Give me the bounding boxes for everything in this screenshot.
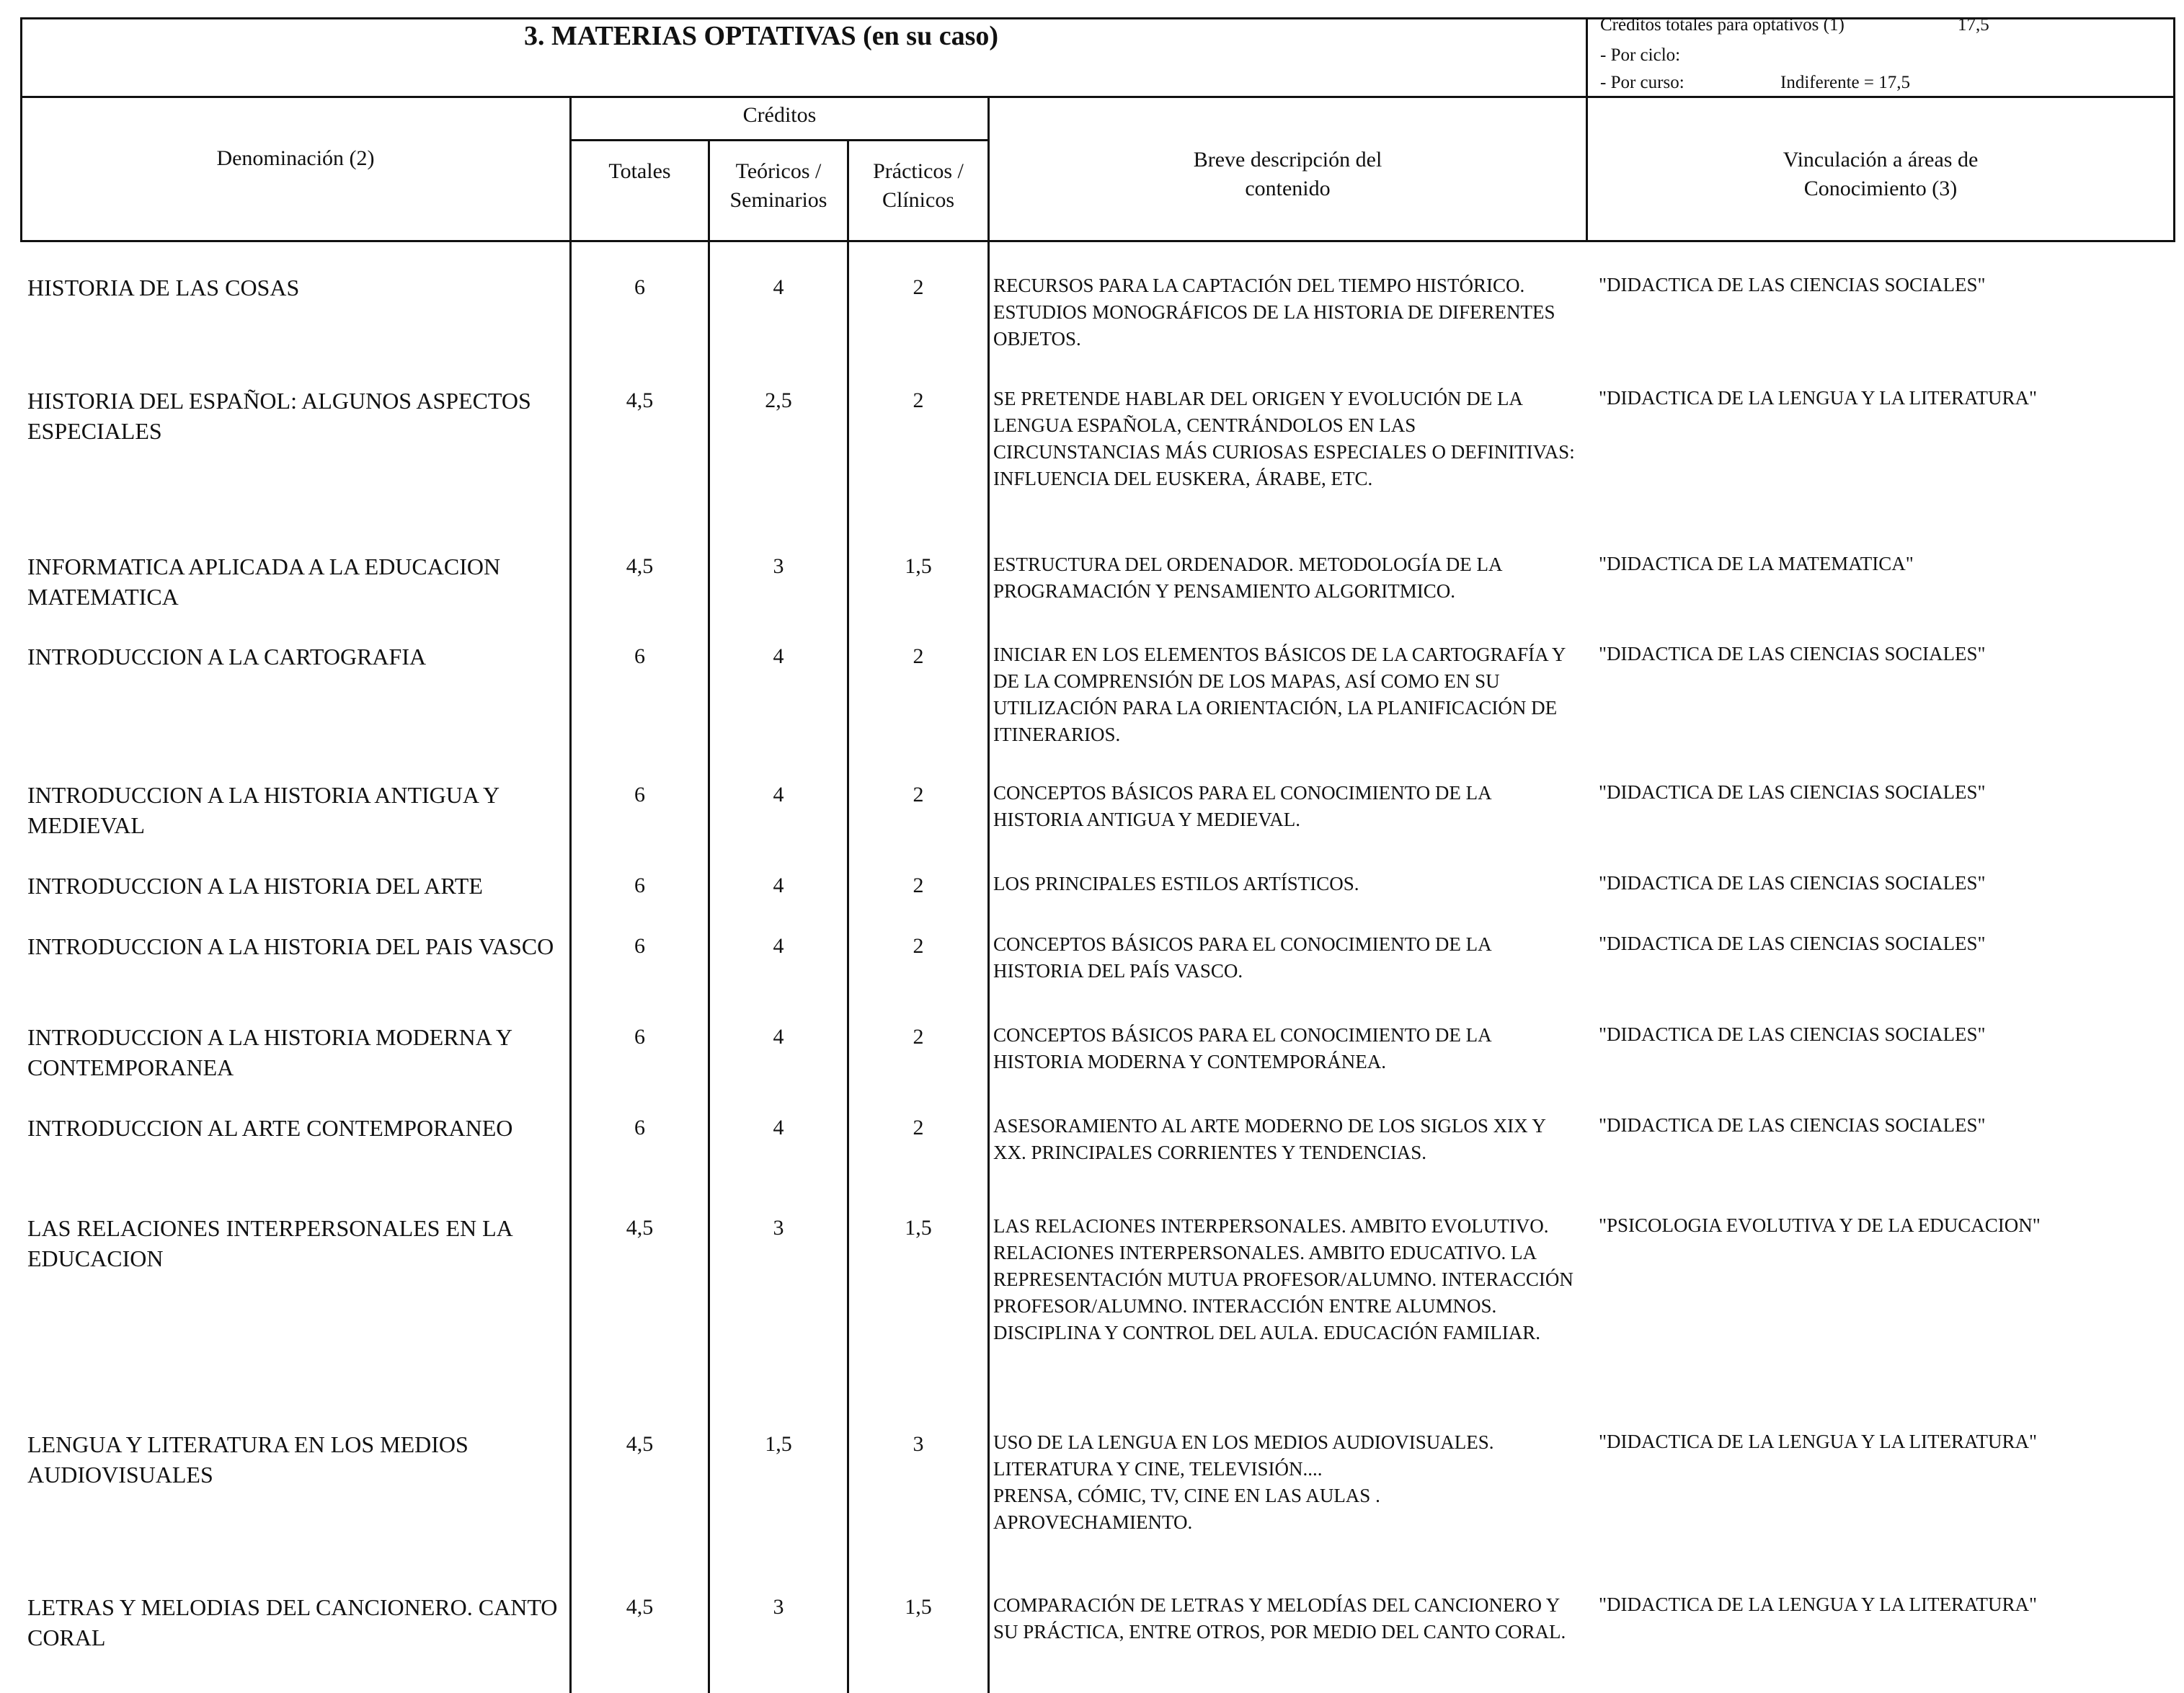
credits-teoricos: 4 <box>773 1025 784 1049</box>
credits-practicos: 2 <box>913 934 924 958</box>
rule-left <box>20 17 22 242</box>
header-denominacion: Denominación (2) <box>216 146 375 170</box>
knowledge-area: "DIDACTICA DE LA LENGUA Y LA LITERATURA" <box>1599 387 2038 409</box>
credits-teoricos: 4 <box>773 644 784 668</box>
per-course-value: Indiferente = 17,5 <box>1780 73 1911 92</box>
knowledge-area: "DIDACTICA DE LA LENGUA Y LA LITERATURA" <box>1599 1431 2038 1452</box>
course-description: LAS RELACIONES INTERPERSONALES. AMBITO EVOLUTIVO. RELACIONES INTERPERSONALES. AMBITO EDUCATIVO. LA REPRESENTACIÓN MUTUA PROFESOR/ALUMNO. INTERACCIÓN PROFESOR/ALUMNO. INTERACCIÓN ENTRE ALUMNOS. DISCIPLINA Y CONTROL DEL AULA. EDUCACIÓN FAMILIAR. <box>993 1215 1573 1343</box>
credits-teoricos: 3 <box>773 1595 784 1619</box>
credits-practicos: 2 <box>913 1116 924 1139</box>
credits-teoricos: 4 <box>773 275 784 299</box>
credits-teoricos: 4 <box>773 783 784 806</box>
credits-totales: 4,5 <box>626 1216 654 1240</box>
course-description: ASESORAMIENTO AL ARTE MODERNO DE LOS SIGLOS XIX Y XX. PRINCIPALES CORRIENTES Y TENDENCIAS. <box>993 1115 1545 1163</box>
rule-right <box>2173 17 2175 242</box>
header-creditos: Créditos <box>742 103 817 127</box>
per-course-label: - Por curso: <box>1600 73 1684 92</box>
header-descripcion: Breve descripción del contenido <box>1193 148 1382 200</box>
credits-total-label: Créditos totales para optativos (1) <box>1600 15 1845 35</box>
credits-totales: 6 <box>634 1025 645 1049</box>
course-name: LETRAS Y MELODIAS DEL CANCIONERO. CANTO CORAL <box>27 1594 558 1650</box>
credits-teoricos: 3 <box>773 1216 784 1240</box>
credits-practicos: 1,5 <box>905 1216 932 1240</box>
knowledge-area: "DIDACTICA DE LAS CIENCIAS SOCIALES" <box>1599 933 1986 954</box>
credits-teoricos: 3 <box>773 554 784 578</box>
course-name: INTRODUCCION AL ARTE CONTEMPORANEO <box>27 1115 513 1141</box>
header-vinculacion: Vinculación a áreas de Conocimiento (3) <box>1783 148 1979 200</box>
rule-header-bottom <box>20 240 2175 242</box>
rule-top <box>20 17 2175 19</box>
rule-title-bottom <box>20 96 2175 98</box>
course-name: INTRODUCCION A LA HISTORIA ANTIGUA Y MEDIEVAL <box>27 782 499 838</box>
credits-totales: 6 <box>634 644 645 668</box>
course-name: LENGUA Y LITERATURA EN LOS MEDIOS AUDIOVISUALES <box>27 1431 469 1488</box>
credits-practicos: 2 <box>913 874 924 897</box>
knowledge-area: "DIDACTICA DE LAS CIENCIAS SOCIALES" <box>1599 643 1986 665</box>
credits-teoricos: 4 <box>773 1116 784 1139</box>
credits-totales: 4,5 <box>626 1432 654 1456</box>
header-teoricos: Teóricos / Seminarios <box>729 159 827 212</box>
course-description: LOS PRINCIPALES ESTILOS ARTÍSTICOS. <box>993 873 1359 894</box>
rule-creditos-sub <box>569 139 990 141</box>
course-description: CONCEPTOS BÁSICOS PARA EL CONOCIMIENTO DE LA HISTORIA ANTIGUA Y MEDIEVAL. <box>993 782 1491 830</box>
knowledge-area: "DIDACTICA DE LAS CIENCIAS SOCIALES" <box>1599 1114 1986 1136</box>
course-name: INTRODUCCION A LA HISTORIA DEL PAIS VASCO <box>27 933 554 959</box>
credits-teoricos: 4 <box>773 934 784 958</box>
credits-teoricos: 2,5 <box>765 388 792 412</box>
knowledge-area: "DIDACTICA DE LAS CIENCIAS SOCIALES" <box>1599 1023 1986 1045</box>
credits-practicos: 2 <box>913 275 924 299</box>
header-totales: Totales <box>608 159 671 183</box>
credits-totales: 6 <box>634 874 645 897</box>
credits-totales: 6 <box>634 934 645 958</box>
course-description: CONCEPTOS BÁSICOS PARA EL CONOCIMIENTO DE LA HISTORIA DEL PAÍS VASCO. <box>993 933 1491 982</box>
credits-totales: 4,5 <box>626 1595 654 1619</box>
credits-practicos: 2 <box>913 1025 924 1049</box>
credits-totales: 4,5 <box>626 388 654 412</box>
credits-teoricos: 4 <box>773 874 784 897</box>
course-name: INFORMATICA APLICADA A LA EDUCACION MATEMATICA <box>27 554 501 610</box>
credits-practicos: 1,5 <box>905 554 932 578</box>
course-description: SE PRETENDE HABLAR DEL ORIGEN Y EVOLUCIÓN DE LA LENGUA ESPAÑOLA, CENTRÁNDOLOS EN LAS CIRCUNSTANCIAS MÁS CURIOSAS ESPECIALES O DEFINITIVAS: INFLUENCIA DEL EUSKERA, ÁRABE, ETC. <box>993 388 1575 489</box>
course-name: INTRODUCCION A LA HISTORIA MODERNA Y CONTEMPORANEA <box>27 1024 512 1080</box>
credits-practicos: 2 <box>913 644 924 668</box>
course-description: RECURSOS PARA LA CAPTACIÓN DEL TIEMPO HISTÓRICO. ESTUDIOS MONOGRÁFICOS DE LA HISTORIA DE DIFERENTES OBJETOS. <box>993 275 1555 350</box>
credits-practicos: 1,5 <box>905 1595 932 1619</box>
credits-totales: 6 <box>634 275 645 299</box>
per-cycle-label: - Por ciclo: <box>1600 45 1681 65</box>
rule-title-sep <box>1586 17 1588 98</box>
course-name: INTRODUCCION A LA CARTOGRAFIA <box>27 644 427 670</box>
course-description: CONCEPTOS BÁSICOS PARA EL CONOCIMIENTO DE LA HISTORIA MODERNA Y CONTEMPORÁNEA. <box>993 1024 1491 1072</box>
credits-practicos: 2 <box>913 783 924 806</box>
header-practicos: Prácticos / Clínicos <box>873 159 964 212</box>
knowledge-area: "DIDACTICA DE LAS CIENCIAS SOCIALES" <box>1599 872 1986 894</box>
course-description: INICIAR EN LOS ELEMENTOS BÁSICOS DE LA CARTOGRAFÍA Y DE LA COMPRENSIÓN DE LOS MAPAS, ASÍ COMO EN SU UTILIZACIÓN PARA LA ORIENTACIÓN, LA PLANIFICACIÓN DE ITINERARIOS. <box>993 644 1566 745</box>
credits-total-value: 17,5 <box>1958 15 1989 35</box>
course-name: LAS RELACIONES INTERPERSONALES EN LA EDUCACION <box>27 1215 512 1271</box>
course-description: COMPARACIÓN DE LETRAS Y MELODÍAS DEL CANCIONERO Y SU PRÁCTICA, ENTRE OTROS, POR MEDIO DEL CANTO CORAL. <box>993 1594 1566 1643</box>
course-name: INTRODUCCION A LA HISTORIA DEL ARTE <box>27 873 483 899</box>
course-description: USO DE LA LENGUA EN LOS MEDIOS AUDIOVISUALES. LITERATURA Y CINE, TELEVISIÓN.... PRENSA, CÓMIC, TV, CINE EN LAS AULAS . APROVECHAMIENTO. <box>993 1431 1494 1533</box>
credits-practicos: 3 <box>913 1432 924 1456</box>
knowledge-area: "DIDACTICA DE LAS CIENCIAS SOCIALES" <box>1599 274 1986 296</box>
page-title: 3. MATERIAS OPTATIVAS (en su caso) <box>524 21 999 51</box>
credits-totales: 6 <box>634 783 645 806</box>
credits-totales: 6 <box>634 1116 645 1139</box>
knowledge-area: "PSICOLOGIA EVOLUTIVA Y DE LA EDUCACION" <box>1599 1214 2041 1236</box>
course-name: HISTORIA DE LAS COSAS <box>27 275 300 301</box>
course-description: ESTRUCTURA DEL ORDENADOR. METODOLOGÍA DE LA PROGRAMACIÓN Y PENSAMIENTO ALGORITMICO. <box>993 554 1501 602</box>
course-name: HISTORIA DEL ESPAÑOL: ALGUNOS ASPECTOS ESPECIALES <box>27 388 531 444</box>
credits-practicos: 2 <box>913 388 924 412</box>
knowledge-area: "DIDACTICA DE LAS CIENCIAS SOCIALES" <box>1599 781 1986 803</box>
rule-col-3 <box>847 139 849 1693</box>
rule-col-2 <box>708 139 710 1693</box>
knowledge-area: "DIDACTICA DE LA LENGUA Y LA LITERATURA" <box>1599 1594 2038 1615</box>
knowledge-area: "DIDACTICA DE LA MATEMATICA" <box>1599 553 1914 574</box>
credits-teoricos: 1,5 <box>765 1432 792 1456</box>
credits-totales: 4,5 <box>626 554 654 578</box>
